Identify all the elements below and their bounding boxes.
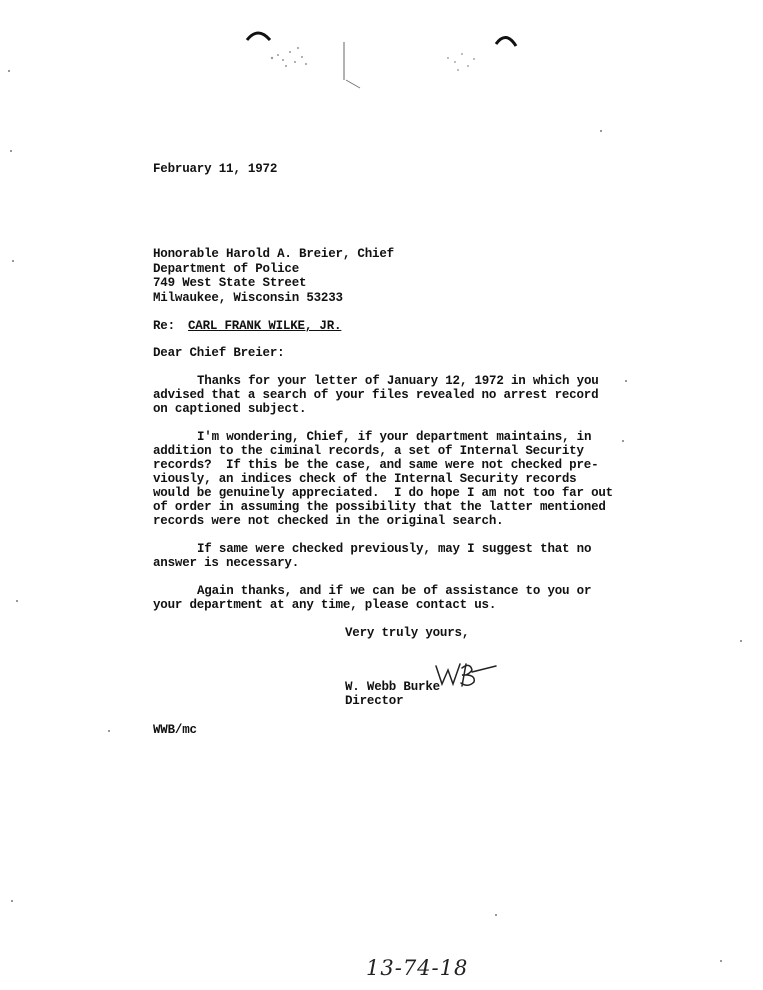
speck: [625, 380, 627, 382]
paragraph-line: If same were checked previously, may I suggest that no: [197, 542, 592, 556]
letter-date: February 11, 1972: [153, 162, 278, 176]
paragraph-line: on captioned subject.: [153, 402, 307, 416]
punch-mark-right: [496, 37, 516, 46]
speck: [740, 640, 742, 642]
paragraph-line: I'm wondering, Chief, if your department maintains, in: [197, 430, 592, 444]
speck: [11, 900, 13, 902]
speck: [495, 914, 497, 916]
re-subject: CARL FRANK WILKE, JR.: [188, 319, 342, 333]
paragraph-line: advised that a search of your files revealed no arrest record: [153, 388, 599, 402]
smudge-left: [271, 47, 307, 67]
paragraph-line: viously, an indices check of the Internal Security records: [153, 472, 577, 486]
speck: [16, 600, 18, 602]
signer-name: W. Webb Burke: [345, 680, 440, 694]
address-line: Department of Police: [153, 262, 300, 276]
complimentary-close: Very truly yours,: [345, 626, 470, 640]
salutation: Dear Chief Breier:: [153, 346, 285, 360]
paragraph-line: would be genuinely appreciated. I do hope I am not too far out: [153, 486, 613, 500]
speck: [108, 730, 110, 732]
paragraph-line: Again thanks, and if we can be of assistance to you or: [197, 584, 592, 598]
paragraph-line: answer is necessary.: [153, 556, 300, 570]
speck: [622, 440, 624, 442]
reference-initials: WWB/mc: [153, 723, 197, 737]
punch-mark-left: [247, 33, 270, 40]
address-line: Milwaukee, Wisconsin 53233: [153, 291, 343, 305]
paragraph-line: addition to the ciminal records, a set of Internal Security: [153, 444, 584, 458]
paragraph-line: your department at any time, please contact us.: [153, 598, 497, 612]
speck: [600, 130, 602, 132]
address-line: 749 West State Street: [153, 276, 307, 290]
paragraph-line: records? If this be the case, and same were not checked pre-: [153, 458, 599, 472]
handwritten-file-number: 13-74-18: [366, 956, 469, 980]
speck: [8, 70, 10, 72]
paragraph-line: Thanks for your letter of January 12, 1972 in which you: [197, 374, 599, 388]
re-label: Re:: [153, 319, 175, 333]
signature: [432, 658, 502, 688]
signer-title: Director: [345, 694, 404, 708]
speck: [10, 150, 12, 152]
speck: [720, 960, 722, 962]
scan-artifact-marks: [0, 0, 763, 140]
speck: [12, 260, 14, 262]
paragraph-line: of order in assuming the possibility that the latter mentioned: [153, 500, 606, 514]
smudge-right: [447, 53, 475, 71]
paragraph-line: records were not checked in the original search.: [153, 514, 504, 528]
address-line: Honorable Harold A. Breier, Chief: [153, 247, 394, 261]
